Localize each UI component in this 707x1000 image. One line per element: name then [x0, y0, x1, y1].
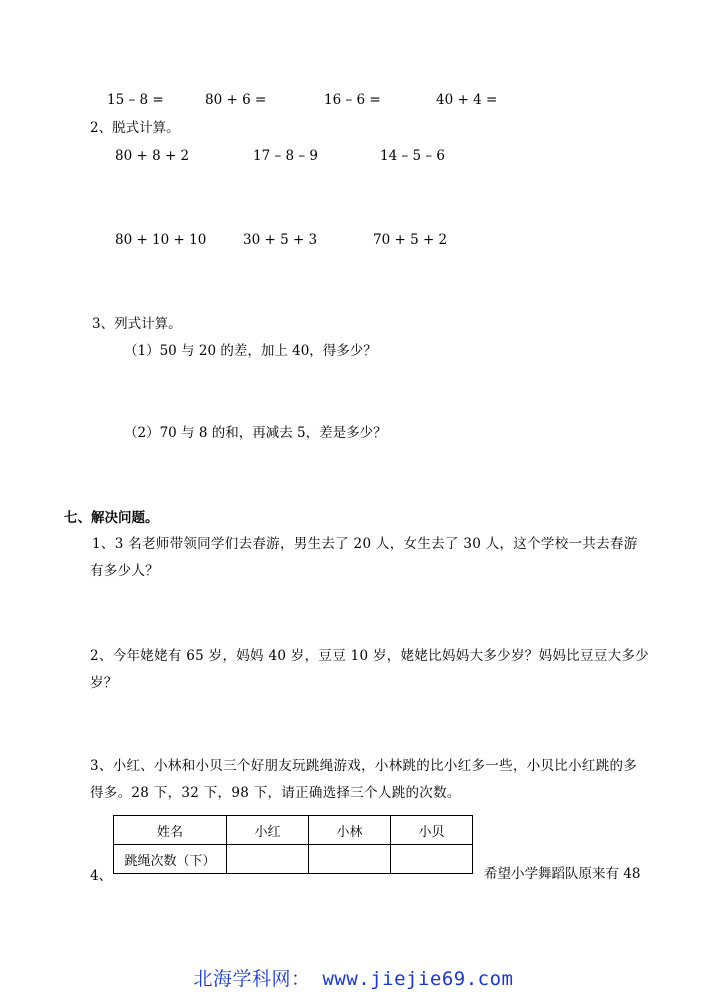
q2-expr-3: 14 – 5 – 6: [380, 148, 446, 164]
answer-cell-xiaobei[interactable]: [391, 845, 473, 874]
problem-2: 2、今年姥姥有 65 岁，妈妈 40 岁，豆豆 10 岁，姥姥比妈妈大多少岁？妈妈比豆豆大多少岁？: [90, 648, 649, 691]
q2-expr-2: 17 – 8 – 9: [253, 148, 319, 164]
table-header-cell: 小红: [227, 816, 309, 845]
section-7-title: 七、解决问题。: [64, 510, 159, 526]
table-row-label: 跳绳次数（下）: [114, 845, 227, 874]
q2-expr-1: 80 + 8 + 2: [115, 148, 190, 164]
jump-rope-table: [113, 815, 473, 874]
oral-calc-1: 15 – 8 =: [107, 92, 164, 108]
problem-4-number: 4、: [90, 868, 113, 884]
oral-calc-3: 16 – 6 =: [324, 92, 381, 108]
table-header-cell: 姓名: [114, 816, 227, 845]
footer-site-link[interactable]: 北海学科网： www.jiejie69.com: [193, 968, 514, 990]
answer-cell-xiaolin[interactable]: [309, 845, 391, 874]
q3-item-2: （2）70 与 8 的和，再减去 5，差是多少？: [124, 425, 387, 441]
q2-expr-6: 70 + 5 + 2: [373, 232, 448, 248]
problem-3: 3、小红、小林和小贝三个好朋友玩跳绳游戏，小林跳的比小红多一些，小贝比小红跳的多得多。28 下，32 下，98 下，请正确选择三个人跳的次数。: [90, 758, 638, 801]
table-header-row: [114, 816, 473, 845]
table-row: [114, 845, 473, 874]
q2-title: 2、脱式计算。: [90, 120, 180, 136]
problem-4-text: 希望小学舞蹈队原来有 48: [484, 866, 641, 882]
oral-calc-4: 40 + 4 =: [436, 92, 498, 108]
answer-cell-xiaohong[interactable]: [227, 845, 309, 874]
q2-expr-4: 80 + 10 + 10: [115, 232, 207, 248]
q3-title: 3、列式计算。: [92, 316, 182, 332]
q3-item-1: （1）50 与 20 的差，加上 40，得多少？: [124, 343, 377, 359]
table-header-cell: 小林: [309, 816, 391, 845]
table-header-cell: 小贝: [391, 816, 473, 845]
oral-calc-2: 80 + 6 =: [205, 92, 267, 108]
problem-1: 1、3 名老师带领同学们去春游，男生去了 20 人，女生去了 30 人，这个学校一共去春游有多少人？: [90, 536, 638, 579]
q2-expr-5: 30 + 5 + 3: [243, 232, 318, 248]
